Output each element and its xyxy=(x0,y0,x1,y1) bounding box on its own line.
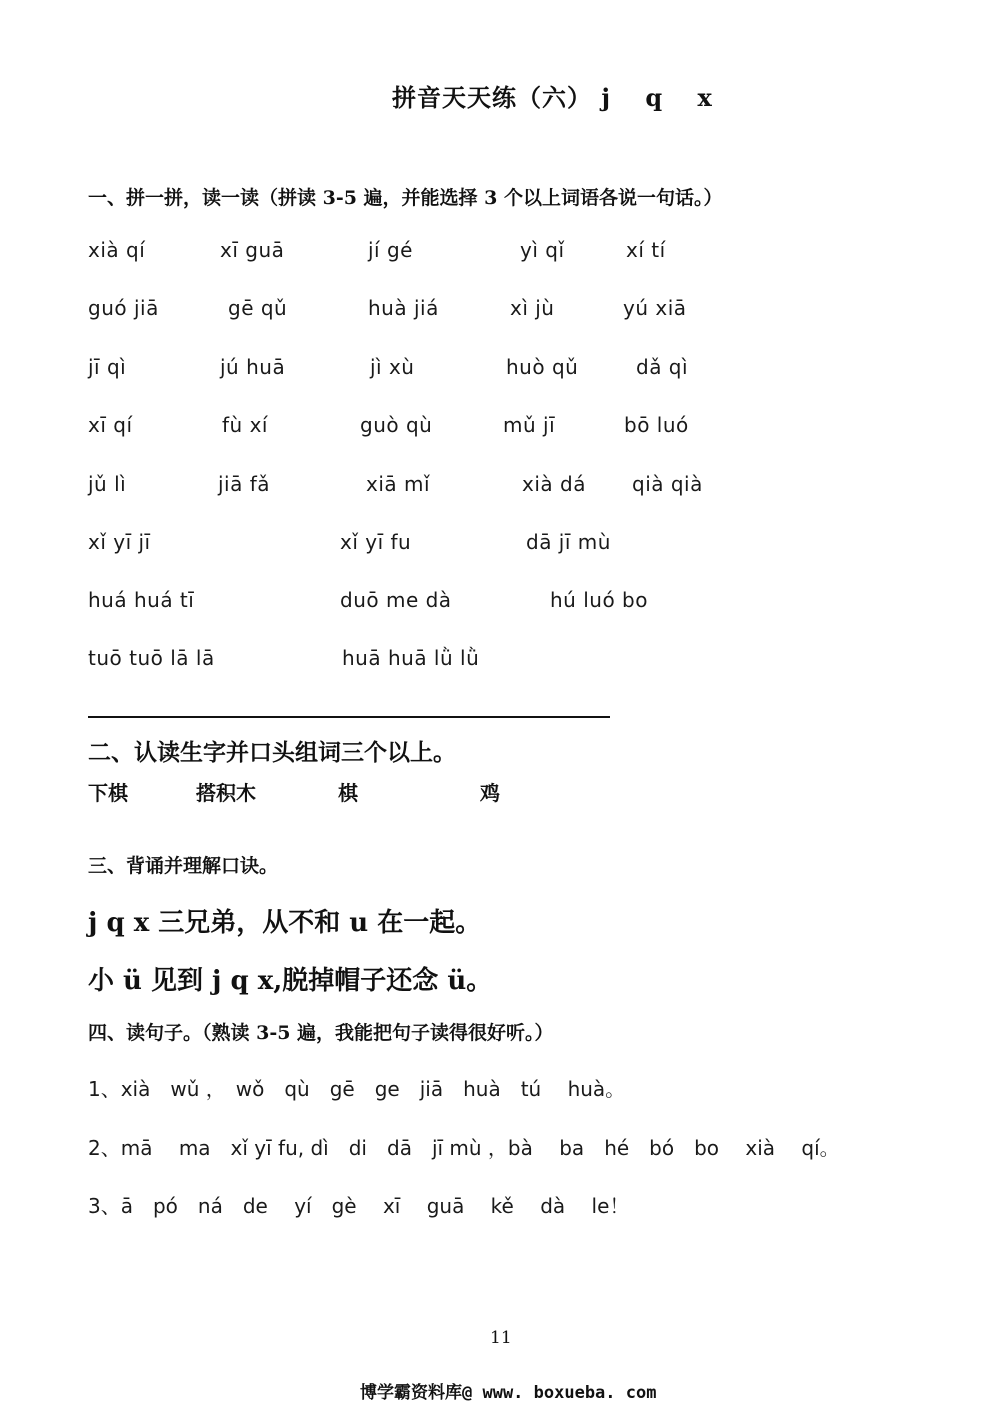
rhyme-line: 小 ü 见到 j q x,脱掉帽子还念 ü。 xyxy=(88,966,493,996)
pinyin-word: xī guā xyxy=(220,238,285,262)
character-word: 搭积木 xyxy=(196,781,256,805)
pinyin-word: tuō tuō lā lā xyxy=(88,646,215,670)
pinyin-word: dǎ qì xyxy=(636,355,689,379)
pinyin-word: yú xiā xyxy=(623,296,687,320)
pinyin-word: huò qǔ xyxy=(506,355,579,379)
pinyin-word: gē qǔ xyxy=(228,296,288,320)
section-3-heading: 三、背诵并理解口诀。 xyxy=(88,855,279,877)
character-word: 下棋 xyxy=(88,781,128,805)
pinyin-word: jī qì xyxy=(88,355,127,379)
pinyin-word: mǔ jī xyxy=(503,413,556,437)
rhyme-line: j q x 三兄弟，从不和 u 在一起。 xyxy=(88,908,482,938)
pinyin-word: bō luó xyxy=(624,413,689,437)
pinyin-word: xiā mǐ xyxy=(366,472,431,496)
pinyin-word: guó jiā xyxy=(88,296,159,320)
footer-watermark: 博学霸资料库@ www. boxueba. com xyxy=(360,1383,657,1403)
pinyin-word: jǔ lì xyxy=(88,472,127,496)
character-word: 棋 xyxy=(338,781,358,805)
pinyin-word: xǐ yī fu xyxy=(340,530,412,554)
pinyin-word: duō me dà xyxy=(340,588,452,612)
pinyin-word: qià qià xyxy=(632,472,703,496)
sentence: 3、ā pó ná de yí gè xī guā kě dà le！ xyxy=(88,1194,630,1218)
pinyin-word: dā jī mù xyxy=(526,530,611,554)
pinyin-word: jì xù xyxy=(370,355,415,379)
section-2-heading: 二、认读生字并口头组词三个以上。 xyxy=(88,739,456,766)
pinyin-word: xí tí xyxy=(626,238,666,262)
pinyin-word: xì jù xyxy=(510,296,555,320)
pinyin-word: jí gé xyxy=(368,238,413,262)
pinyin-word: jiā fǎ xyxy=(218,472,271,496)
pinyin-word: yì qǐ xyxy=(520,238,565,262)
character-word: 鸡 xyxy=(480,781,500,805)
page-number: 11 xyxy=(490,1328,512,1348)
pinyin-word: huā huā lǜ lǜ xyxy=(342,646,480,670)
sentence: 2、mā ma xǐ yī fu, dì di dā jī mù ，bà ba hé bó bo xià qí。 xyxy=(88,1136,840,1160)
page-title: 拼音天天练（六） j q x xyxy=(392,83,713,112)
pinyin-word: hú luó bo xyxy=(550,588,648,612)
section-4-heading: 四、读句子。（熟读 3-5 遍，我能把句子读得很好听。） xyxy=(88,1022,554,1044)
pinyin-word: jú huā xyxy=(220,355,286,379)
section-1-heading: 一、拼一拼，读一读（拼读 3-5 遍，并能选择 3 个以上词语各说一句话。） xyxy=(88,187,723,209)
pinyin-word: huà jiá xyxy=(368,296,439,320)
pinyin-word: fù xí xyxy=(222,413,268,437)
section-divider xyxy=(88,716,610,718)
pinyin-word: xī qí xyxy=(88,413,133,437)
pinyin-word: xià dá xyxy=(522,472,586,496)
pinyin-word: xià qí xyxy=(88,238,146,262)
sentence: 1、xià wǔ ， wǒ qù gē ge jiā huà tú huà。 xyxy=(88,1077,626,1101)
pinyin-word: guò qù xyxy=(360,413,433,437)
pinyin-word: xǐ yī jī xyxy=(88,530,151,554)
pinyin-word: huá huá tī xyxy=(88,588,195,612)
